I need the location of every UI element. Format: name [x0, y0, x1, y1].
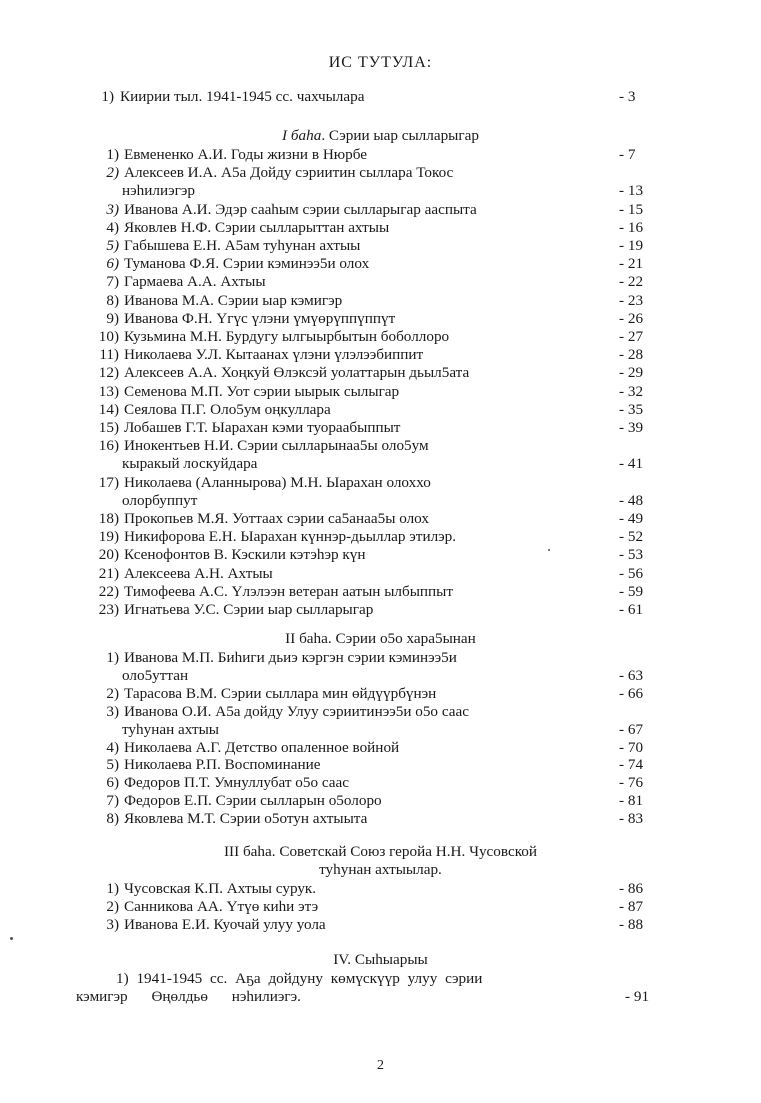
entry-number: 19)	[98, 528, 119, 546]
toc-entry-line	[0, 510, 761, 528]
entry-number: 8)	[106, 810, 119, 828]
entry-number: 4)	[106, 218, 119, 236]
toc-entry-line	[0, 880, 761, 898]
entry-number: 3)	[106, 200, 119, 218]
entry-text: Туманова Ф.Я. Сэрии кэминээ5и олох	[124, 255, 370, 273]
toc-entry-line	[0, 601, 761, 619]
entry-page: - 19	[619, 237, 644, 254]
toc-entry-line	[0, 237, 761, 255]
toc-entry-line	[0, 703, 761, 721]
entry-page: - 87	[619, 897, 644, 915]
appendix-page: - 91	[625, 988, 650, 1005]
entry-number: 3)	[106, 702, 119, 720]
appendix-entry-line1	[0, 970, 761, 988]
toc-entry-line	[0, 667, 761, 685]
toc-entry-line	[0, 792, 761, 810]
entry-text: нэһилиэгэр	[122, 182, 195, 200]
entry-number: 2)	[106, 164, 119, 182]
entry-page: - 63	[619, 666, 644, 684]
entry-number: 16)	[98, 437, 119, 455]
entry-number: 9)	[106, 309, 119, 327]
toc-entry-line	[0, 565, 761, 583]
entry-page: - 88	[619, 915, 644, 933]
appendix-text-line2: кэмигэр Өңөлдьө нэһилиэгэ.	[76, 988, 301, 1005]
toc-entry-line	[0, 583, 761, 601]
entry-text: Санникова АА. Үтүө киһи этэ	[124, 897, 319, 915]
toc-entry-line	[0, 328, 761, 346]
toc-entry-line	[0, 528, 761, 546]
entry-text: Гармаева А.А. Ахтыы	[124, 273, 266, 291]
entry-page: - 32	[619, 382, 644, 400]
entry-number: 14)	[98, 400, 119, 418]
entry-number: 17)	[98, 473, 119, 491]
toc-entry-line	[0, 739, 761, 757]
entry-number: 8)	[106, 291, 119, 309]
entry-text: Иванова А.И. Эдэр сааһым сэрии сылларыгар ааспыта	[124, 200, 477, 218]
toc-entry-line	[0, 916, 761, 934]
entry-number: 10)	[98, 328, 119, 345]
toc-entry-line	[0, 474, 761, 492]
entry-text: туһунан ахтыы	[122, 720, 220, 738]
entry-number: 13)	[98, 382, 119, 400]
entry-page: - 67	[619, 720, 644, 738]
entry-number: 4)	[106, 738, 119, 756]
entry-page: - 7	[619, 146, 636, 163]
toc-entry-line	[0, 455, 761, 473]
entry-text: Алексеева А.Н. Ахтыы	[124, 564, 273, 582]
intro-entry	[0, 88, 761, 106]
entry-page: - 27	[619, 328, 644, 345]
scan-speck	[548, 549, 550, 551]
entry-text: Иванова М.П. Биһиги дьиэ кэргэн сэрии кэминээ5и	[124, 649, 457, 666]
entry-text: Сеялова П.Г. Оло5ум оңкуллара	[124, 400, 331, 418]
entry-number: 6)	[106, 255, 119, 273]
entry-text: Николаева Р.П. Воспоминание	[124, 756, 321, 774]
entry-page: - 22	[619, 273, 644, 291]
entry-text: Чусовская К.П. Ахтыы сурук.	[124, 880, 317, 897]
toc-entry-line	[0, 164, 761, 182]
entry-text: Федоров Е.П. Сэрии сылларын о5олоро	[124, 792, 382, 810]
toc-entry-line	[0, 774, 761, 792]
entry-page: - 15	[619, 200, 644, 218]
entry-text: кыракый лоскуйдара	[122, 455, 258, 473]
entry-text: Прокопьев М.Я. Уоттаах сэрии са5анаа5ы олох	[124, 510, 429, 527]
toc-entry-line	[0, 401, 761, 419]
section4-heading: IV. Сыһыарыы	[333, 951, 428, 968]
entry-page: - 49	[619, 510, 644, 527]
entry-number: 6)	[106, 774, 119, 792]
entry-text: Киирии тыл. 1941-1945 сс. чахчылара	[120, 88, 365, 105]
entry-page: - 53	[619, 546, 644, 564]
toc-entry-line	[0, 898, 761, 916]
entry-number: 1)	[101, 88, 114, 105]
toc-entry-line	[0, 649, 761, 667]
entry-text: Лобашев Г.Т. Ыарахан кэми туораабыппыт	[124, 419, 401, 436]
scan-speck	[10, 937, 13, 940]
toc-entry-line	[0, 346, 761, 364]
entry-text: Алексеев А.А. Хоңкуй Өлэксэй уолаттарын дьыл5ата	[124, 364, 470, 382]
entry-number: 5)	[106, 237, 119, 254]
entry-number: 3)	[106, 915, 119, 933]
page-number: 2	[377, 1058, 384, 1073]
entry-text: Николаева А.Г. Детство опаленное войной	[124, 738, 400, 756]
appendix-entry-line2	[0, 988, 761, 1006]
entry-page: - 66	[619, 684, 644, 702]
entry-number: 2)	[106, 897, 119, 915]
entry-number: 11)	[99, 346, 119, 364]
toc-entry-line	[0, 756, 761, 774]
entry-page: - 86	[619, 880, 644, 897]
section1-heading-prefix: I баһа	[282, 127, 322, 144]
entry-page: - 3	[619, 88, 636, 105]
entry-page: - 39	[619, 419, 644, 436]
section1-heading-rest: . Сэрии ыар сылларыгар	[321, 127, 479, 144]
entry-text: Игнатьева У.С. Сэрии ыар сылларыгар	[124, 601, 374, 618]
entry-page: - 41	[619, 455, 644, 473]
entry-text: Алексеев И.А. А5а Дойду сэриитин сыллара Токос	[124, 164, 454, 182]
entry-text: Никифорова Е.Н. Ыарахан күннэр-дьыллар этилэр.	[124, 528, 457, 546]
entry-page: - 23	[619, 291, 644, 309]
toc-entry-line	[0, 201, 761, 219]
entry-page: - 59	[619, 582, 644, 600]
entry-page: - 35	[619, 400, 644, 418]
entry-number: 22)	[98, 582, 119, 600]
toc-entry-line	[0, 685, 761, 703]
entry-number: 20)	[98, 546, 119, 564]
toc-entry-line	[0, 273, 761, 291]
toc-entry-line	[0, 492, 761, 510]
toc-entry-line	[0, 255, 761, 273]
entry-number: 5)	[106, 756, 119, 774]
entry-page: - 21	[619, 255, 644, 273]
toc-entry-line	[0, 810, 761, 828]
entry-text: Тимофеева А.С. Үлэлээн ветеран аатын ылбыппыт	[124, 582, 454, 600]
entry-text: олорбуппут	[122, 491, 198, 509]
appendix-text-line1: 1) 1941-1945 сс. Аҕа дойдуну көмүскүүр улуу сэрии	[116, 970, 483, 987]
entry-number: 1)	[106, 146, 119, 163]
entry-text: Яковлева М.Т. Сэрии о5отун ахтыыта	[124, 810, 368, 828]
toc-entry-line	[0, 721, 761, 739]
entry-page: - 48	[619, 491, 644, 509]
entry-page: - 56	[619, 564, 644, 582]
entry-number: 1)	[106, 649, 119, 666]
section1-heading	[0, 127, 761, 145]
entry-text: Кузьмина М.Н. Бурдугу ылгыырбытын боболлоро	[124, 328, 450, 345]
entry-number: 1)	[106, 880, 119, 897]
entry-text: Иванова Е.И. Куочай улуу уола	[124, 915, 326, 933]
entry-number: 7)	[106, 792, 119, 810]
entry-number: 12)	[98, 364, 119, 382]
entry-number: 7)	[106, 273, 119, 291]
entry-page: - 83	[619, 810, 644, 828]
entry-text: Иванова М.А. Сэрии ыар кэмигэр	[124, 291, 343, 309]
entry-page: - 29	[619, 364, 644, 382]
entry-page: - 52	[619, 528, 644, 546]
entry-page: - 28	[619, 346, 644, 364]
entry-text: Иванова О.И. А5а дойду Улуу сэриитинээ5и о5о саас	[124, 702, 469, 720]
toc-entry-line	[0, 419, 761, 437]
entry-number: 15)	[98, 419, 119, 436]
entry-text: оло5уттан	[122, 666, 189, 684]
toc-entry-line	[0, 364, 761, 382]
entry-page: - 13	[619, 182, 644, 200]
entry-text: Яковлев Н.Ф. Сэрии сылларыттан ахтыы	[124, 218, 390, 236]
entry-text: Габышева Е.Н. А5ам туһунан ахтыы	[124, 237, 361, 254]
toc-entry-line	[0, 146, 761, 164]
entry-text: Николаева У.Л. Кытаанах үлэни үлэлээбиппит	[124, 346, 424, 364]
toc-entry-line	[0, 310, 761, 328]
section3-heading-line1: III баһа. Советскай Союз геройа Н.Н. Чусовской	[223, 843, 538, 860]
entry-text: Тарасова В.М. Сэрии сыллара мин өйдүүрбүнэн	[124, 684, 437, 702]
entry-text: Семенова М.П. Уот сэрии ыырык сылыгар	[124, 382, 400, 400]
entry-page: - 74	[619, 756, 644, 774]
toc-entry-line	[0, 292, 761, 310]
toc-entry-line	[0, 383, 761, 401]
entry-page: - 26	[619, 309, 644, 327]
page-title: ИС ТУТУЛА:	[328, 54, 433, 71]
entry-number: 21)	[98, 564, 119, 582]
section3-heading-line2: туһунан ахтыылар.	[319, 861, 442, 878]
entry-text: Николаева (Аланнырова) М.Н. Ыарахан олоххо	[124, 473, 431, 491]
section2-heading: II баһа. Сэрии о5о хара5ынан	[285, 630, 476, 647]
entry-number: 23)	[98, 601, 119, 618]
entry-page: - 70	[619, 738, 644, 756]
entry-page: - 76	[619, 774, 644, 792]
entry-page: - 61	[619, 601, 644, 618]
entry-text: Инокентьев Н.И. Сэрии сылларынаа5ы оло5ум	[124, 437, 429, 455]
entry-text: Евмененко А.И. Годы жизни в Нюрбе	[124, 146, 368, 163]
toc-entry-line	[0, 219, 761, 237]
entry-text: Федоров П.Т. Умнуллубат о5о саас	[124, 774, 349, 792]
entry-page: - 16	[619, 218, 644, 236]
entry-page: - 81	[619, 792, 644, 810]
toc-entry-line	[0, 437, 761, 455]
entry-text: Ксенофонтов В. Кэскили кэтэһэр күн	[124, 546, 366, 564]
entry-number: 18)	[98, 510, 119, 527]
entry-text: Иванова Ф.Н. Үгүс үлэни үмүөрүппүппүт	[124, 309, 396, 327]
toc-entry-line	[0, 182, 761, 200]
toc-entry-line	[0, 546, 761, 564]
entry-number: 2)	[106, 684, 119, 702]
